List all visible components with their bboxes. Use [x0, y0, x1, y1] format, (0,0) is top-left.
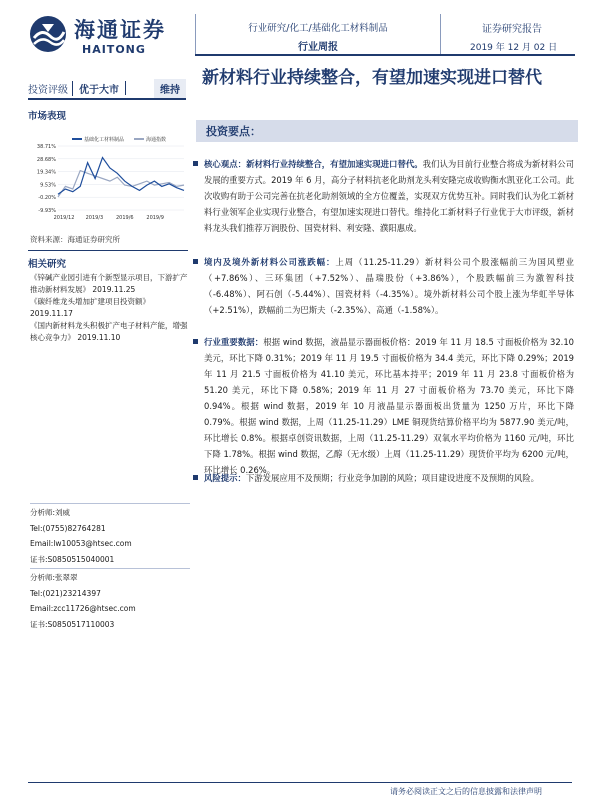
- bullet-icon: [193, 339, 198, 344]
- key-points-label: 投资要点：: [206, 125, 261, 138]
- para-text: 下游发展应用不及预期；行业竞争加剧的风险；项目建设进度不及预期的风险。: [245, 473, 539, 483]
- analyst-name: 分析师:张翠翠: [30, 573, 78, 582]
- contact-rule: [30, 503, 190, 504]
- para-bold: 新材料行业持续整合，有望加速实现进口替代。: [246, 159, 423, 169]
- related-item-date: 2019.11.25: [92, 284, 136, 294]
- para-text: 根据 wind 数据，液晶显示器面板价格：2019 年 11 月 18.5 寸面板价格为 32.10 美元，环比下降 0.31%；2019 年 11 月 19.5 寸面板价格为 34.4 美元，环比下降 0.29%；2019 年 11 月 21.5 寸面板价格为 41.10 美元，环比基本持平；2019 年 11 月 23.8 寸面板价格为 51.20 美元，环比下降 0.58%；2019 年 11 月 27 寸面板价格为 73.70 美元，环比下降 0.94%。根据 wind 数据，2019 年 10 月液晶显示器面板出货量为 1250 万片，环比下降 0.79%。根据 wind 数据，上周（11.25-11.29）LME 铜现货结算价格平均为 5877.90 美元/吨，环比增长 0.8%。根据卓创资讯数据，上周（11.25-11.29）双氧水平均价格为 1160 元/吨，环比下降 1.78%。根据 wind 数据，乙醇（无水级）上周（11.25-11.29）现货价平均为 6200 元/吨，环比增长 0.26%。: [204, 337, 574, 475]
- series-line: [58, 171, 184, 197]
- footer-rule: [28, 782, 572, 783]
- analyst-email[interactable]: Email:lw10053@htsec.com: [30, 539, 132, 548]
- series-line: [58, 158, 184, 195]
- bullet-icon: [193, 475, 198, 480]
- bullet-icon: [193, 161, 198, 166]
- market-chart-svg: [28, 134, 188, 222]
- y-tick-label: -9.93%: [38, 208, 56, 214]
- rating-value: 优于大市: [79, 84, 119, 96]
- para-lead: 核心观点：: [204, 159, 247, 169]
- legend-label: 基础化工材料制品: [84, 137, 125, 143]
- rating-label: 投资评级: [28, 81, 73, 96]
- analyst-cert: 证书:S0850515040001: [30, 554, 115, 564]
- disclaimer-footer[interactable]: 请务必阅读正文之后的信息披露和法律声明: [390, 787, 542, 796]
- header-divider: [440, 14, 441, 54]
- market-performance-title: 市场表现: [28, 111, 67, 122]
- y-tick-label: 19.34%: [36, 169, 56, 176]
- report-type: 证券研究报告: [482, 24, 542, 35]
- key-points-bar: [196, 120, 578, 142]
- market-performance-chart: [28, 134, 188, 222]
- analyst-tel: Tel:(021)23214397: [30, 588, 101, 598]
- company-logo: [28, 14, 188, 58]
- y-tick-label: 38.71%: [36, 144, 56, 150]
- para-text: 上周（11.25-11.29）新材料公司个股涨幅前三为国风塑业（+7.86%）、三环集团（+7.52%）、晶瑞股份（+3.86%），个股跌幅前三为激智科技（-6.48%）、阿石创（-5.44%）、国瓷材料（-4.35%）。境外新材料公司个股上涨为华虹半导体（+2.51%），跌幅前二为巴斯夫（-2.35%）、高通（-1.58%）。: [204, 257, 574, 315]
- paragraph-core-view: [204, 156, 574, 236]
- x-tick-label: 2019/9: [146, 215, 164, 221]
- related-item-text: 《锌碱产业园引进有个新型显示项目，下游扩产推动新材料发展》: [30, 273, 188, 294]
- report-title: 新材料行业持续整合，有望加速实现进口替代: [202, 68, 542, 88]
- paragraph-risk: [204, 470, 574, 486]
- para-lead: 行业重要数据：: [204, 337, 264, 347]
- haitong-emblem-icon: [28, 14, 68, 54]
- logo-chinese-name: 海通证券: [74, 17, 166, 42]
- y-tick-label: 28.68%: [36, 156, 56, 163]
- para-text: 我们认为目前行业整合将成为新材料公司发展的重要方式。2019 年 6 月，高分子材料抗老化助剂龙头利安隆完成收购衡水凯亚化工公司。此次收购有助于公司完善在抗老化助剂领域的全方位覆盖，实现双方优势互补。同时我们认为化工新材料行业领军企业实现行业整合，有望加速实现进口替代。维持化工新材料子行业优于大市评级，新材料龙头我们推荐万润股份、国瓷材料、利安隆、濮阳惠成。: [204, 159, 575, 233]
- related-item-text: 《碳纤维龙头增加扩建项目投资额》: [30, 297, 150, 306]
- y-tick-label: -0.20%: [38, 195, 56, 202]
- rating-divider: [125, 81, 126, 95]
- related-research-item[interactable]: [30, 320, 188, 343]
- header-divider: [195, 14, 196, 54]
- related-research-list: [30, 272, 188, 344]
- header-rule: [195, 54, 575, 56]
- chart-source: 资料来源：海通证券研究所: [30, 235, 120, 244]
- analyst-tel: Tel:(0755)82764281: [30, 523, 106, 533]
- report-category: 行业研究/化工/基础化工材料制品: [248, 23, 388, 34]
- x-tick-label: 2019/3: [85, 215, 104, 221]
- analyst-cert: 证书:S0850517110003: [30, 619, 115, 629]
- related-research-title: 相关研究: [28, 259, 67, 270]
- analyst-contacts: [30, 502, 190, 632]
- logo-english-name: HAITONG: [82, 43, 146, 56]
- analyst-email[interactable]: Email:zcc11726@htsec.com: [30, 604, 136, 613]
- x-tick-label: 2019/6: [116, 215, 134, 221]
- related-research-item[interactable]: [30, 296, 188, 319]
- contact-rule: [30, 568, 190, 569]
- para-lead: 风险提示：: [204, 473, 246, 483]
- x-tick-label: 2019/12: [53, 215, 75, 221]
- rating-status: 维持: [154, 79, 186, 98]
- section-rule: [28, 250, 188, 251]
- report-kind: 行业周报: [298, 42, 338, 53]
- paragraph-industry-data: [204, 334, 574, 478]
- related-item-date: 2019.11.10: [77, 332, 121, 342]
- legend-label: 海通指数: [146, 137, 167, 143]
- paragraph-stock-moves: [204, 254, 574, 318]
- bullet-icon: [193, 259, 198, 264]
- report-date: 2019 年 12 月 02 日: [470, 43, 558, 53]
- y-tick-label: 9.53%: [40, 182, 56, 189]
- para-lead: 境内及境外新材料公司涨跌幅：: [204, 257, 336, 267]
- related-item-date: 2019.11.17: [30, 308, 73, 318]
- investment-rating: [28, 78, 186, 100]
- related-research-item[interactable]: [30, 272, 188, 295]
- related-item-text: 《国内新材料龙头积极扩产电子材料产能，增强核心竞争力》: [30, 321, 188, 342]
- analyst-name: 分析师:刘威: [30, 508, 71, 517]
